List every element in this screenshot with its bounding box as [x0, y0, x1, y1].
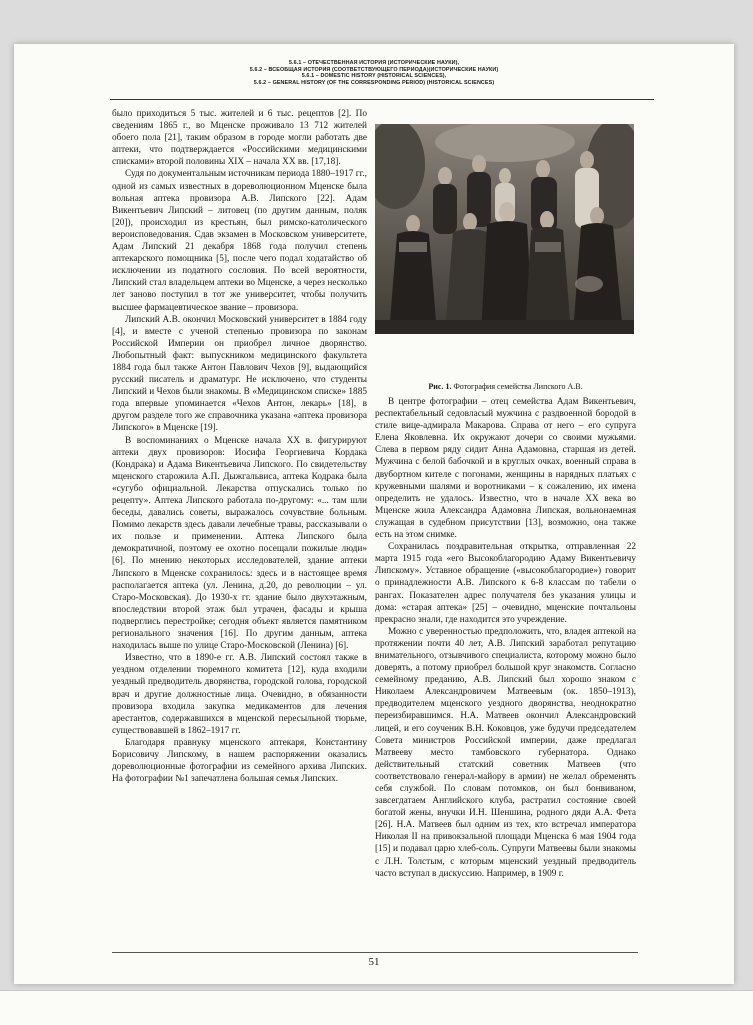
journal-page — [14, 44, 734, 984]
header-line-2: 5.6.2 – ВСЕОБЩАЯ ИСТОРИЯ (СООТВЕТСТВУЮЩЕГО ПЕРИОДА)(ИСТОРИЧЕСКИЕ НАУКИ) — [249, 66, 499, 73]
paragraph: было приходиться 5 тыс. жителей и 6 тыс. рецептов [2]. По сведениям 1865 г., во Мценске проживало 13 712 жителей обоего пола [21], таким образом в городе могли работать две аптеки, что подтверждается «Российскими медицинскими списками» второй половины XIX – начала XX вв. [17,18]. — [112, 109, 367, 168]
figure-caption — [375, 382, 636, 392]
paragraph: В воспоминаниях о Мценске начала XX в. фигурируют аптеки двух провизоров: Иосифа Георгиевича Кордака (Кондрака) и Адама Викентьевича Липского. По свидетельству мценского старожила А.П. Дыжгальвиса, аптека Кодрака была «сугубо официальной. Лекарства отпускались только по рецепту». Аптека Липского работала по-другому: «... там шли беседы, давались советы, выражалось сочувствие больным. Помимо лекарств здесь давали лечебные травы, рассказывали о их пользе и применении. Аптека Липского была демократичной, поэтому ее охотно посещали пожилые люди» [6]. По мнению некоторых исследователей, здание аптеки Липского в Мценске сохранилось: здесь и в настоящее время располагается аптека (ул. Ленина, д.20, до революции – ул. Старо-Московская). До 1930-х гг. здание было двухэтажным, впоследствии второй этаж был утрачен, фасады и крыша подверглись перестройке; сегодня объект является памятником регионального значения [16]. По другим данным, аптека находилась выше по улице Старо-Московской (Ленина) [6]. — [112, 435, 367, 652]
paragraph: В центре фотографии – отец семейства Адам Викентьевич, респектабельный седовласый мужчина с раздвоенной бородой в стиле вице-адмирала Макарова. Справа от него – его супруга Елена Яковлевна. Их окружают дочери со своими мужьями. Слева в первом ряду сидит Анна Адамовна, старшая из детей. Мужчина с белой бабочкой и в круглых очках, военный справа в двубортном кителе с погонами, женщины в нарядных платьях с кружевными шалями и воротниками – к сожалению, их имена определить не удалось. Известно, что в начале XX века во Мценске жила Александра Адамовна Липская, вольнонаемная служащая в судебном присутствии [13], возможно, она также есть на этом снимке. — [375, 397, 636, 541]
paragraph: Можно с уверенностью предположить, что, владея аптекой на протяжении почти 40 лет, А.В. Липский заработал репутацию внимательного, отзывчивого специалиста, которому можно было доверять, а потому приобрел большой круг знакомств. Согласно семейному преданию, А.В. Липский был хорошо знаком с Николаем Александровичем Матвеевым (ок. 1850–1913), предводителем мценского уездного дворянства, неоднократно переизбиравшимся. Н.А. Матвеев окончил Александровский лицей, и его соученик В.Н. Коковцов, уже будучи председателем Совета министров Российской империи, даже предлагал Матвееву место тамбовского губернатора. Однако действительный статский советник Матвеев (что соответствовало генерал-майору в армии) не желал обременять себя службой. По словам потомков, он был бонвиваном, завсегдатаем Английского клуба, растратил состояние своей богатой жены, внучки И.Н. Шеншина, родного дяди А.А. Фета [26]. Н.А. Матвеев был одним из тех, кто встречал императора Николая II на привокзальной площади Мценска 6 мая 1904 года [15] и подавал царю хлеб-соль. Супруги Матвеевы были знакомы с Л.Н. Толстым, с которым мценский уездный предводитель часто вступал в дискуссию. Например, в 1909 г. — [375, 626, 636, 879]
footer-divider — [112, 952, 638, 953]
running-header — [14, 60, 734, 86]
paragraph: Липский А.В. окончил Московский университет в 1884 году [4], и вместе с ученой степенью провизора по законам Российской Империи он приобрел личное дворянство. Любопытный факт: выпускником медицинского факультета 1884 года был также Антон Павлович Чехов [9], выдающийся русский писатель и драматург. Не исключено, что студенты Липский и Чехов были знакомы. В «Медицинском списке» 1885 года впервые упоминается «Чехов Антон, лекарь» [18], в другом разделе того же справочника указана «аптека провизора Липского» в Мценске [19]. — [112, 314, 367, 434]
header-line-3: 5.6.1 – DOMESTIC HISTORY (HISTORICAL SCIENCES), — [301, 73, 447, 80]
header-divider — [110, 99, 654, 100]
paragraph: Судя по документальным источникам периода 1880–1917 гг., одной из самых известных в дореволюционном Мценске была вольная аптека провизора А.В. Липского [22]. Адам Викентьевич Липский – литовец (по другим данным, поляк [20]), происходил из крестьян, был римско-католического вероисповедования. Сдав экзамен в Московском университете, Адам Липский 21 декабря 1868 года получил степень аптекарского помощника [5], после чего подал ходатайство об исключении из податного сословия. По всей вероятности, Липский стал владельцем аптеки во Мценске, а через несколько лет заново поступил в тот же университет, чтобы получить высшее фармацевтическое звание – провизора. — [112, 169, 367, 313]
family-photograph — [375, 124, 634, 334]
figure-caption-text: Фотография семейства Липского А.В. — [453, 382, 583, 391]
next-page-edge — [0, 990, 753, 1025]
header-line-4: 5.6.2 – GENERAL HISTORY (OF THE CORRESPONDING PERIOD) (HISTORICAL SCIENCES) — [253, 79, 495, 86]
figure-caption-label: Рис. 1. — [428, 382, 452, 391]
paragraph: Сохранилась поздравительная открытка, отправленная 22 марта 1915 года «его Высокоблагородию Адаму Викентьевичу Липскому». Уставное обращение («высокоблагородие») говорит о принадлежности А.В. Липского к 6-8 классам по табели о рангах. Показателен адрес получателя без указания улицы и дома: «старая аптека» [25] – очевидно, мценские почтальоны прекрасно знали, где находится это учреждение. — [375, 542, 636, 625]
header-line-1: 5.6.1 – ОТЕЧЕСТВЕННАЯ ИСТОРИЯ (ИСТОРИЧЕСКИЕ НАУКИ), — [288, 60, 460, 66]
photograph-image — [375, 124, 634, 334]
left-column — [112, 108, 367, 785]
paragraph: Известно, что в 1890-е гг. А.В. Липский состоял также в уездном отделении тюремного комитета [12], куда входили уездный предводитель дворянства, городской голова, городской врач и другие должностные лица. Очевидно, в обязанности провизора входила закупка медикаментов для лечения арестантов, содержавшихся в мценской пересыльной тюрьме, существовавшей в 1862–1917 гг. — [112, 653, 367, 736]
paragraph: Благодаря правнуку мценского аптекаря, Константину Борисовичу Липскому, в нашем распоряжении оказались дореволюционные фотографии из семейного архива Липских. На фотографии №1 запечатлена большая семья Липских. — [112, 737, 367, 785]
right-column — [375, 396, 636, 880]
page-number: 51 — [368, 956, 380, 968]
